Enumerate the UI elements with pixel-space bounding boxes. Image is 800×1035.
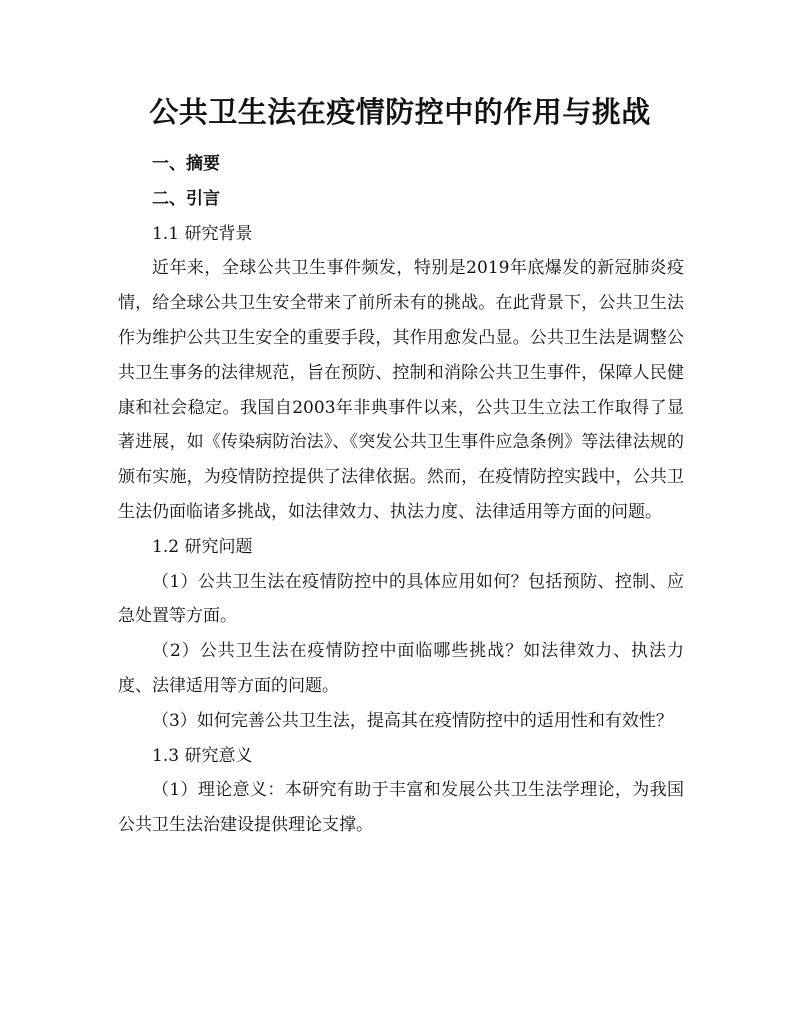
research-question-1: （1）公共卫生法在疫情防控中的具体应用如何？包括预防、控制、应急处置等方面。 (118, 571, 684, 627)
subsection-heading-significance: 1.3 研究意义 (152, 745, 253, 766)
research-question-3: （3）如何完善公共卫生法，提高其在疫情防控中的适用性和有效性？ (152, 710, 673, 731)
paragraph-theoretical-significance: （1）理论意义：本研究有助于丰富和发展公共卫生法学理论，为我国公共卫生法治建设提供理论支撑。 (118, 780, 684, 836)
document-body (118, 147, 684, 843)
subsection-heading-research-questions: 1.2 研究问题 (152, 536, 253, 557)
paragraph-background: 近年来，全球公共卫生事件频发，特别是2019年底爆发的新冠肺炎疫情，给全球公共卫生安全带来了前所未有的挑战。在此背景下，公共卫生法作为维护公共卫生安全的重要手段，其作用愈发凸显。公共卫生法是调整公共卫生事务的法律规范，旨在预防、控制和消除公共卫生事件，保障人民健康和社会稳定。我国自2003年非典事件以来，公共卫生立法工作取得了显著进展，如《传染病防治法》、《突发公共卫生事件应急条例》等法律法规的颁布实施，为疫情防控提供了法律依据。然而，在疫情防控实践中，公共卫生法仍面临诸多挑战，如法律效力、执法力度、法律适用等方面的问题。 (118, 258, 684, 522)
document-title: 公共卫生法在疫情防控中的作用与挑战 (149, 95, 651, 129)
subsection-heading-background: 1.1 研究背景 (152, 223, 253, 244)
research-question-2: （2）公共卫生法在疫情防控中面临哪些挑战？如法律效力、执法力度、法律适用等方面的问题。 (118, 641, 684, 696)
section-heading-abstract: 一、摘要 (152, 154, 220, 174)
section-heading-introduction: 二、引言 (152, 188, 220, 209)
